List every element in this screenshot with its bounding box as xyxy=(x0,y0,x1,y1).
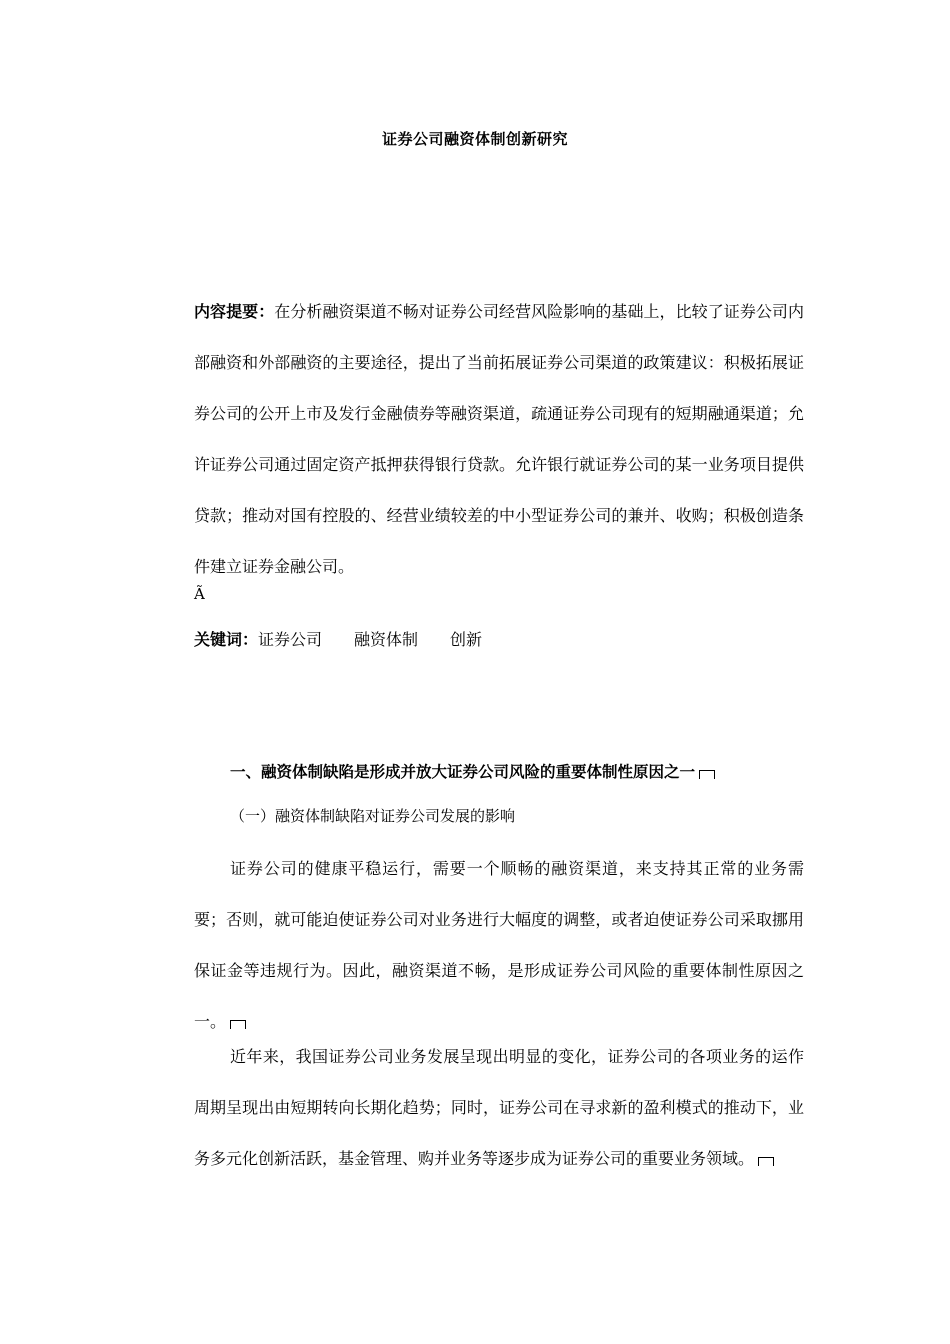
keywords-line xyxy=(194,627,514,650)
stray-glyph: Ã xyxy=(194,585,205,603)
sub-heading: （一）融资体制缺陷对证券公司发展的影响 xyxy=(230,807,516,825)
keywords-label: 关键词： xyxy=(194,630,259,649)
footnote-mark-icon xyxy=(230,1020,246,1029)
document-title: 证券公司融资体制创新研究 xyxy=(381,130,568,148)
body-paragraph xyxy=(194,843,804,1047)
footnote-mark-icon xyxy=(699,770,715,779)
keyword-item: 融资体制 xyxy=(354,630,419,649)
abstract-text: 在分析融资渠道不畅对证券公司经营风险影响的基础上，比较了证券公司内部融资和外部融资的主要途径，提出了当前拓展证券公司渠道的政策建议：积极拓展证券公司的公开上市及发行金融债券等融资渠道，疏通证券公司现有的短期融通渠道；允许证券公司通过固定资产抵押获得银行贷款。允许银行就证券公司的某一业务项目提供贷款；推动对国有控股的、经营业绩较差的中小型证券公司的兼并、收购；积极创造条件建立证券金融公司。 xyxy=(194,302,804,576)
body-paragraph-text: 近年来，我国证券公司业务发展呈现出明显的变化，证券公司的各项业务的运作周期呈现出由短期转向长期化趋势；同时，证券公司在寻求新的盈利模式的推动下，业务多元化创新活跃，基金管理、购并业务等逐步成为证券公司的重要业务领域。 xyxy=(194,1047,804,1168)
body-paragraph-text: 证券公司的健康平稳运行，需要一个顺畅的融资渠道，来支持其正常的业务需要；否则，就可能迫使证券公司对业务进行大幅度的调整，或者迫使证券公司采取挪用保证金等违规行为。因此，融资渠道不畅，是形成证券公司风险的重要体制性原因之一。 xyxy=(194,859,804,1031)
section-heading xyxy=(230,760,715,782)
section-heading-text: 一、融资体制缺陷是形成并放大证券公司风险的重要体制性原因之一 xyxy=(230,762,696,781)
keyword-item: 证券公司 xyxy=(258,630,323,649)
body-paragraph xyxy=(194,1031,804,1184)
abstract-paragraph xyxy=(194,286,804,592)
abstract-label: 内容提要： xyxy=(194,302,275,321)
keyword-item: 创新 xyxy=(450,630,483,649)
footnote-mark-icon xyxy=(758,1157,774,1166)
